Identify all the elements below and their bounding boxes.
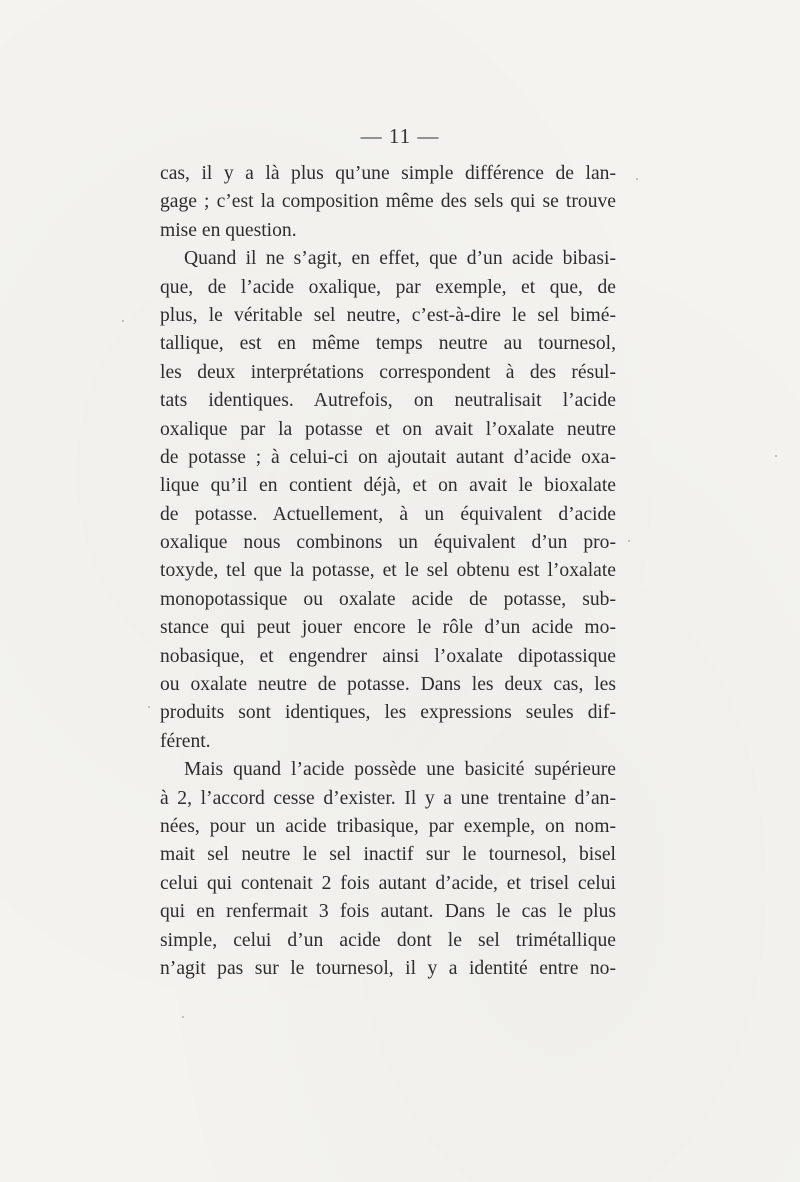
text-line: férent.: [160, 730, 211, 752]
text-line: ou oxalate neutre de potasse. Dans les deux cas, les: [160, 674, 616, 696]
text-line: cas, il y a là plus qu’une simple différence de lan-: [160, 163, 616, 184]
text-line: plus, le véritable sel neutre, c’est-à-dire le sel bimé-: [160, 304, 616, 326]
text-line: lique qu’il en contient déjà, et on avait le bioxalate: [160, 475, 616, 497]
text-line: gage ; c’est la composition même des sels qui se trouve: [160, 191, 616, 213]
text-line: qui en renfermait 3 fois autant. Dans le cas le plus: [160, 901, 616, 923]
text-line: oxalique nous combinons un équivalent d’un pro-: [160, 532, 616, 554]
scan-speck: [636, 178, 638, 180]
text-line: Quand il ne s’agit, en effet, que d’un acide bibasi-: [184, 248, 616, 270]
body-text: [160, 160, 616, 983]
text-line: toxyde, tel que la potasse, et le sel obtenu est l’oxalate: [160, 560, 616, 582]
page-number: — 11 —: [360, 124, 440, 148]
text-line: mait sel neutre le sel inactif sur le tournesol, bisel: [160, 844, 616, 866]
text-line: nées, pour un acide tribasique, par exemple, on nom-: [160, 815, 616, 837]
text-line: nobasique, et engendrer ainsi l’oxalate dipotassique: [160, 645, 616, 667]
text-line: simple, celui d’un acide dont le sel trimétallique: [160, 929, 616, 951]
text-line: tallique, est en même temps neutre au tournesol,: [160, 333, 616, 355]
text-line: à 2, l’accord cesse d’exister. Il y a une trentaine d’an-: [160, 787, 616, 809]
scan-speck: [182, 1016, 184, 1018]
text-line: monopotassique ou oxalate acide de potasse, sub-: [160, 588, 616, 610]
text-line: de potasse ; à celui-ci on ajoutait autant d’acide oxa-: [160, 446, 616, 468]
text-line: Mais quand l’acide possède une basicité supérieure: [184, 759, 616, 781]
scan-speck: [122, 320, 124, 322]
text-line: de potasse. Actuellement, à un équivalent d’acide: [160, 503, 616, 525]
text-line: tats identiques. Autrefois, on neutralisait l’acide: [160, 390, 616, 412]
text-line: stance qui peut jouer encore le rôle d’un acide mo-: [160, 617, 616, 639]
text-line: produits sont identiques, les expressions seules dif-: [160, 702, 616, 724]
scan-speck: [148, 706, 150, 708]
text-line: mise en question.: [160, 219, 297, 241]
text-line: que, de l’acide oxalique, par exemple, et que, de: [160, 276, 616, 298]
text-line: les deux interprétations correspondent à des résul-: [160, 361, 616, 383]
text-line: oxalique par la potasse et on avait l’oxalate neutre: [160, 418, 616, 440]
text-line: n’agit pas sur le tournesol, il y a identité entre no-: [160, 957, 616, 979]
text-line: celui qui contenait 2 fois autant d’acide, et trisel celui: [160, 872, 616, 894]
scan-speck: [628, 540, 630, 542]
scan-speck: [775, 455, 777, 457]
